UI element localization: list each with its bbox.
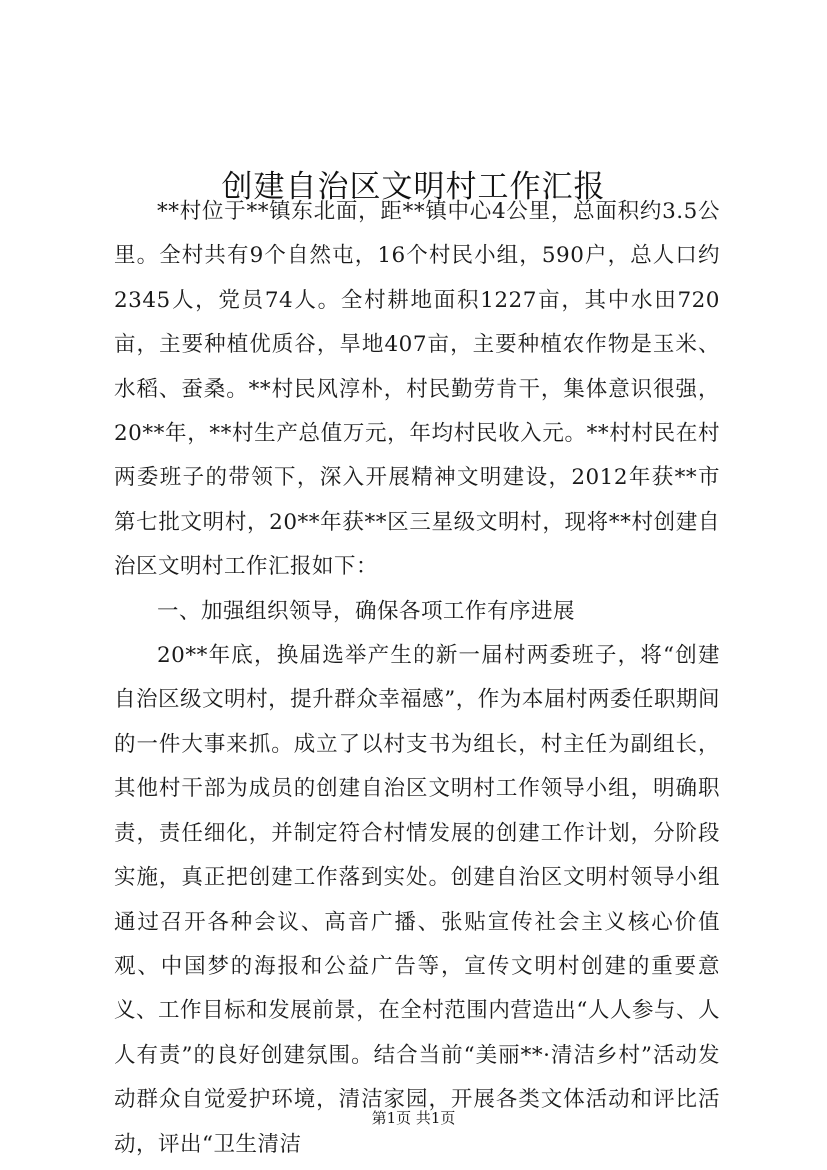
paragraph-intro: **村位于**镇东北面，距**镇中心4公里，总面积约3.5公里。全村共有9个自然屯，16个村民小组，590户，总人口约2345人，党员74人。全村耕地面积1227亩，其中水田720亩，主要种植优质谷，旱地407亩，主要种植农作物是玉米、水稻、蚕桑。**村民风淳朴，村民勤劳肯干，集体意识很强，20**年，**村生产总值万元，年均村民收入元。**村村民在村两委班子的带领下，深入开展精神文明建设，2012年获**市第七批文明村，20**年获**区三星级文明村，现将**村创建自治区文明村工作汇报如下： [114,199,720,580]
document-body [114,190,720,1167]
document-title: 创建自治区文明村工作汇报 [221,168,606,205]
section-heading-1: 一、加强组织领导，确保各项工作有序进展 [157,598,576,624]
page-footer: 第1页 共1页 [371,1109,456,1127]
paragraph-section-1: 20**年底，换届选举产生的新一届村两委班子，将“创建自治区级文明村，提升群众幸福感”，作为本届村两委任职期间的一件大事来抓。成立了以村支书为组长，村主任为副组长，其他村干部为成员的创建自治区文明村工作领导小组，明确职责，责任细化，并制定符合村情发展的创建工作计划，分阶段实施，真正把创建工作落到实处。创建自治区文明村领导小组通过召开各种会议、高音广播、张贴宣传社会主义核心价值观、中国梦的海报和公益广告等，宣传文明村创建的重要意义、工作目标和发展前景，在全村范围内营造出“人人参与、人人有责”的良好创建氛围。结合当前“美丽**·清洁乡村”活动发动群众自觉爱护环境，清洁家园，开展各类文体活动和评比活动，评出“卫生清洁 [114,643,720,1157]
